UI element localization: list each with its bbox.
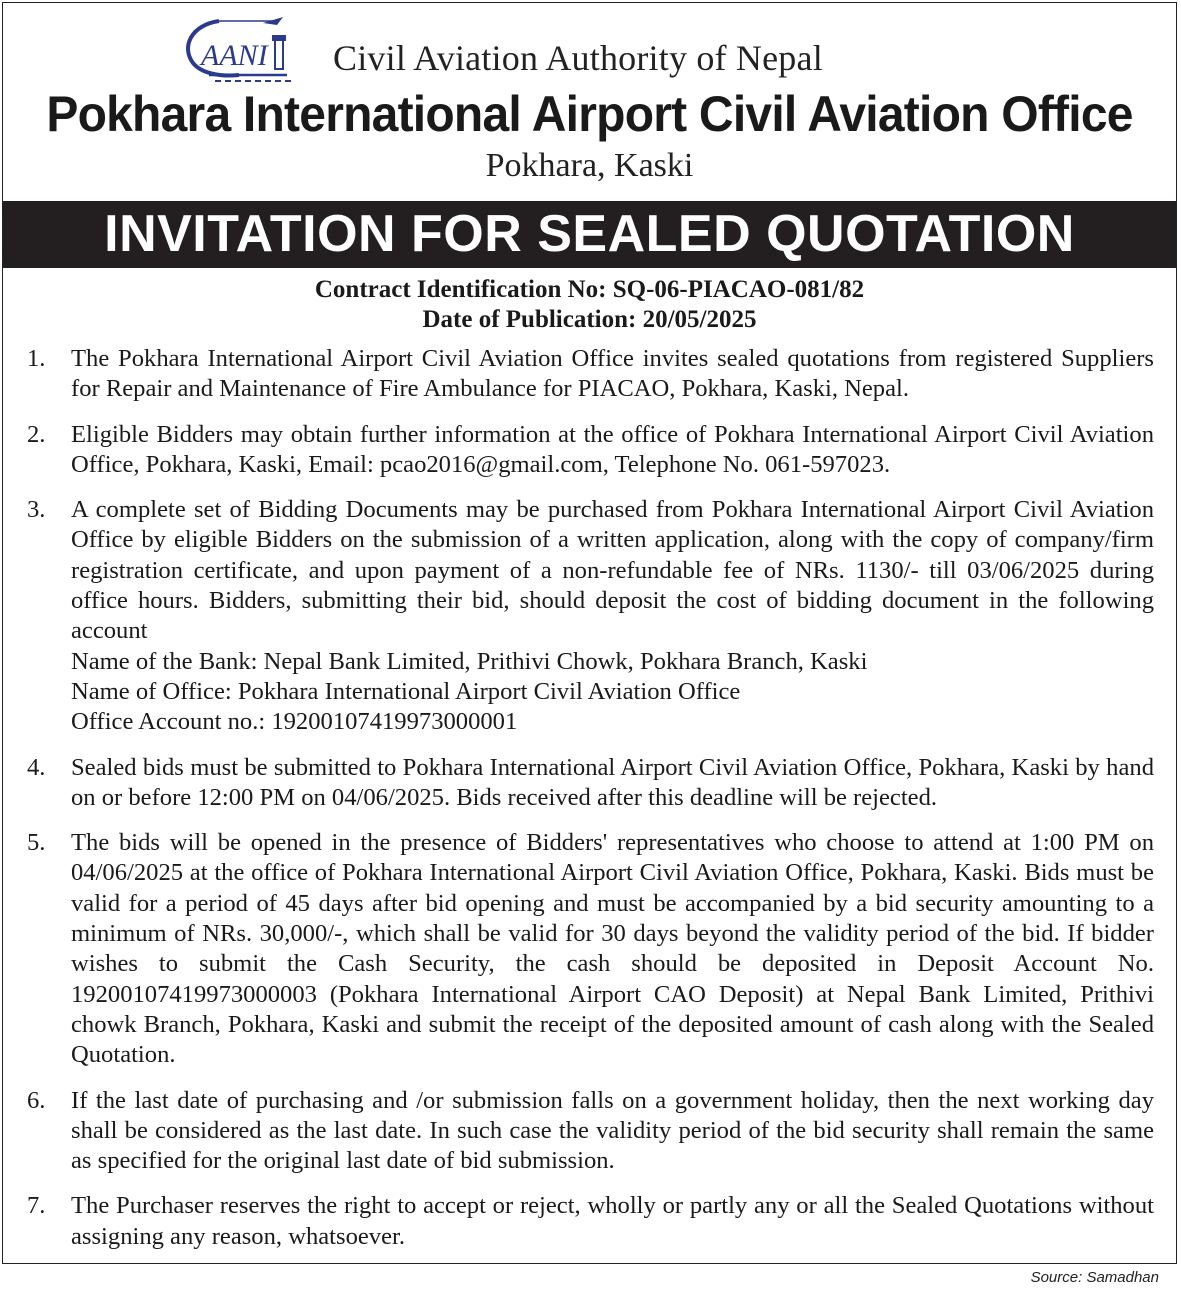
caan-logo [179, 15, 295, 87]
notice-banner: INVITATION FOR SEALED QUOTATION [3, 201, 1176, 268]
notice-item-2 [3, 420, 1176, 481]
notice-header [3, 3, 1176, 201]
notice-item-6 [3, 1086, 1176, 1177]
authority-name: Civil Aviation Authority of Nepal [333, 38, 823, 78]
item-number: 4. [27, 753, 46, 781]
logo-text: AANI [201, 39, 268, 72]
office-location: Pokhara, Kaski [485, 147, 694, 184]
item-text: The bids will be opened in the presence of Bidders' representatives who choose to attend at 1:00 PM on 04/06/2025 at the office of Pokhara International Airport Civil Aviation Office, Pokhara, Kaski. Bids must be valid for a period of 45 days after bid opening and must be accompanied by a bid security amounting to a minimum of NRs. 30,000/-, which shall be valid for 30 days beyond the validity period of the bid. If bidder wishes to submit the Cash Security, the cash should be deposited in Deposit Account No. 19200107419973000003 (Pokhara International Airport CAO Deposit) at Nepal Bank Limited, Prithivi chowk Branch, Pokhara, Kaski and submit the receipt of the deposited amount of cash along with the Sealed Quotation. [71, 829, 1154, 1069]
item-text: The Purchaser reserves the right to accept or reject, wholly or partly any or all the Sealed Quotations without assigning any reason, whatsoever. [71, 1192, 1154, 1250]
source-credit: Source: Samadhan [1030, 1269, 1159, 1286]
item-number: 1. [27, 345, 46, 372]
bank-name: Name of the Bank: Nepal Bank Limited, Prithivi Chowk, Pokhara Branch, Kaski [71, 647, 868, 675]
contract-id: Contract Identification No: SQ-06-PIACAO-081/82 [314, 276, 865, 303]
office-account: Office Account no.: 19200107419973000001 [71, 708, 518, 736]
office-title: Pokhara International Airport Civil Aviation Office [46, 86, 1133, 142]
notice-meta [3, 275, 1176, 335]
item-text: Sealed bids must be submitted to Pokhara International Airport Civil Aviation Office, Pokhara, Kaski by hand on or before 12:00 PM on 04/06/2025. Bids received after this deadline will be rejected. [71, 753, 1154, 811]
notice-frame [2, 2, 1177, 1264]
office-name: Name of Office: Pokhara International Airport Civil Aviation Office [71, 677, 741, 705]
notice-item-3 [3, 495, 1176, 737]
notice-item-7 [3, 1191, 1176, 1252]
item-number: 5. [27, 829, 46, 857]
notice-item-1 [3, 344, 1176, 405]
notice-items [3, 344, 1176, 1264]
item-number: 7. [27, 1192, 46, 1220]
item-number: 6. [27, 1086, 46, 1114]
item-text: If the last date of purchasing and /or submission falls on a government holiday, then the next working day shall be considered as the last date. In such case the validity period of the bid security shall remain the same as specified for the original last date of bid submission. [71, 1086, 1154, 1175]
notice-item-4 [3, 753, 1176, 814]
item-text: The Pokhara International Airport Civil Aviation Office invites sealed quotations from registered Suppliers for Repair and Maintenance of Fire Ambulance for PIACAO, Pokhara, Kaski, Nepal. [71, 345, 1154, 403]
notice-item-5 [3, 828, 1176, 1070]
item-number: 3. [27, 496, 46, 524]
publication-date: Date of Publication: 20/05/2025 [422, 306, 757, 333]
item-text: A complete set of Bidding Documents may be purchased from Pokhara International Airport Civil Aviation Office by eligible Bidders on the submission of a written application, along with the copy of company/firm registration certificate, and upon payment of a non-refundable fee of NRs. 1130/- till 03/06/2025 during office hours. Bidders, submitting their bid, should deposit the cost of bidding document in the following account [71, 496, 1154, 645]
item-text: Eligible Bidders may obtain further information at the office of Pokhara International Airport Civil Aviation Office, Pokhara, Kaski, Email: pcao2016@gmail.com, Telephone No. 061-597023. [71, 420, 1154, 478]
item-number: 2. [27, 420, 46, 448]
